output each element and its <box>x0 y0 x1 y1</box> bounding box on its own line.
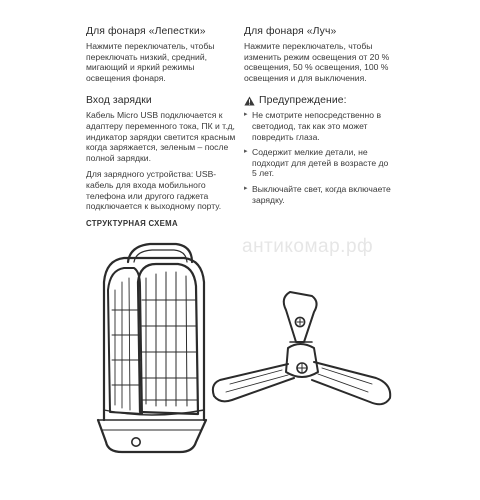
charging-title: Вход зарядки <box>86 95 152 107</box>
petals-text: Нажмите переключатель, чтобы переключать низкий, средний, мигающий и яркий режимы освещения фонаря. <box>86 41 215 83</box>
warning-item-text: Выключайте свет, когда включаете зарядку. <box>252 183 391 205</box>
warning-item-text: Содержит мелкие детали, не подходит для детей в возрасте до 5 лет. <box>252 147 389 179</box>
bullet-icon: ▸ <box>244 184 248 192</box>
warning-item-text: Не смотрите непосредственно в светодиод, так как это может повредить глаза. <box>252 110 382 142</box>
watermark: антикомар.рф <box>242 236 374 257</box>
lantern-illustration <box>98 244 206 452</box>
warning-title: Предупреждение: <box>259 95 347 107</box>
scheme-title: СТРУКТУРНАЯ СХЕМА <box>86 219 178 228</box>
ray-text: Нажмите переключатель, чтобы изменить режим освещения от 20 % освещения, 50 % освещения, 100 % освещения и для выключения. <box>244 41 390 83</box>
charging-text-1: Кабель Micro USB подключается к адаптеру переменного тока, ПК и т.д, индикатор зарядки светится красным когда заряжается, зеленым – после полной зарядки. <box>86 110 236 163</box>
ray-title: Для фонаря «Луч» <box>244 26 337 37</box>
bullet-icon: ▸ <box>244 148 248 156</box>
bullet-icon: ▸ <box>244 111 248 119</box>
tripod-illustration <box>213 292 390 404</box>
petals-title: Для фонаря «Лепестки» <box>86 26 206 37</box>
charging-text-2: Для зарядного устройства: USB-кабель для входа мобильного телефона или другого гаджета подключается к выходному порту. <box>86 169 222 212</box>
